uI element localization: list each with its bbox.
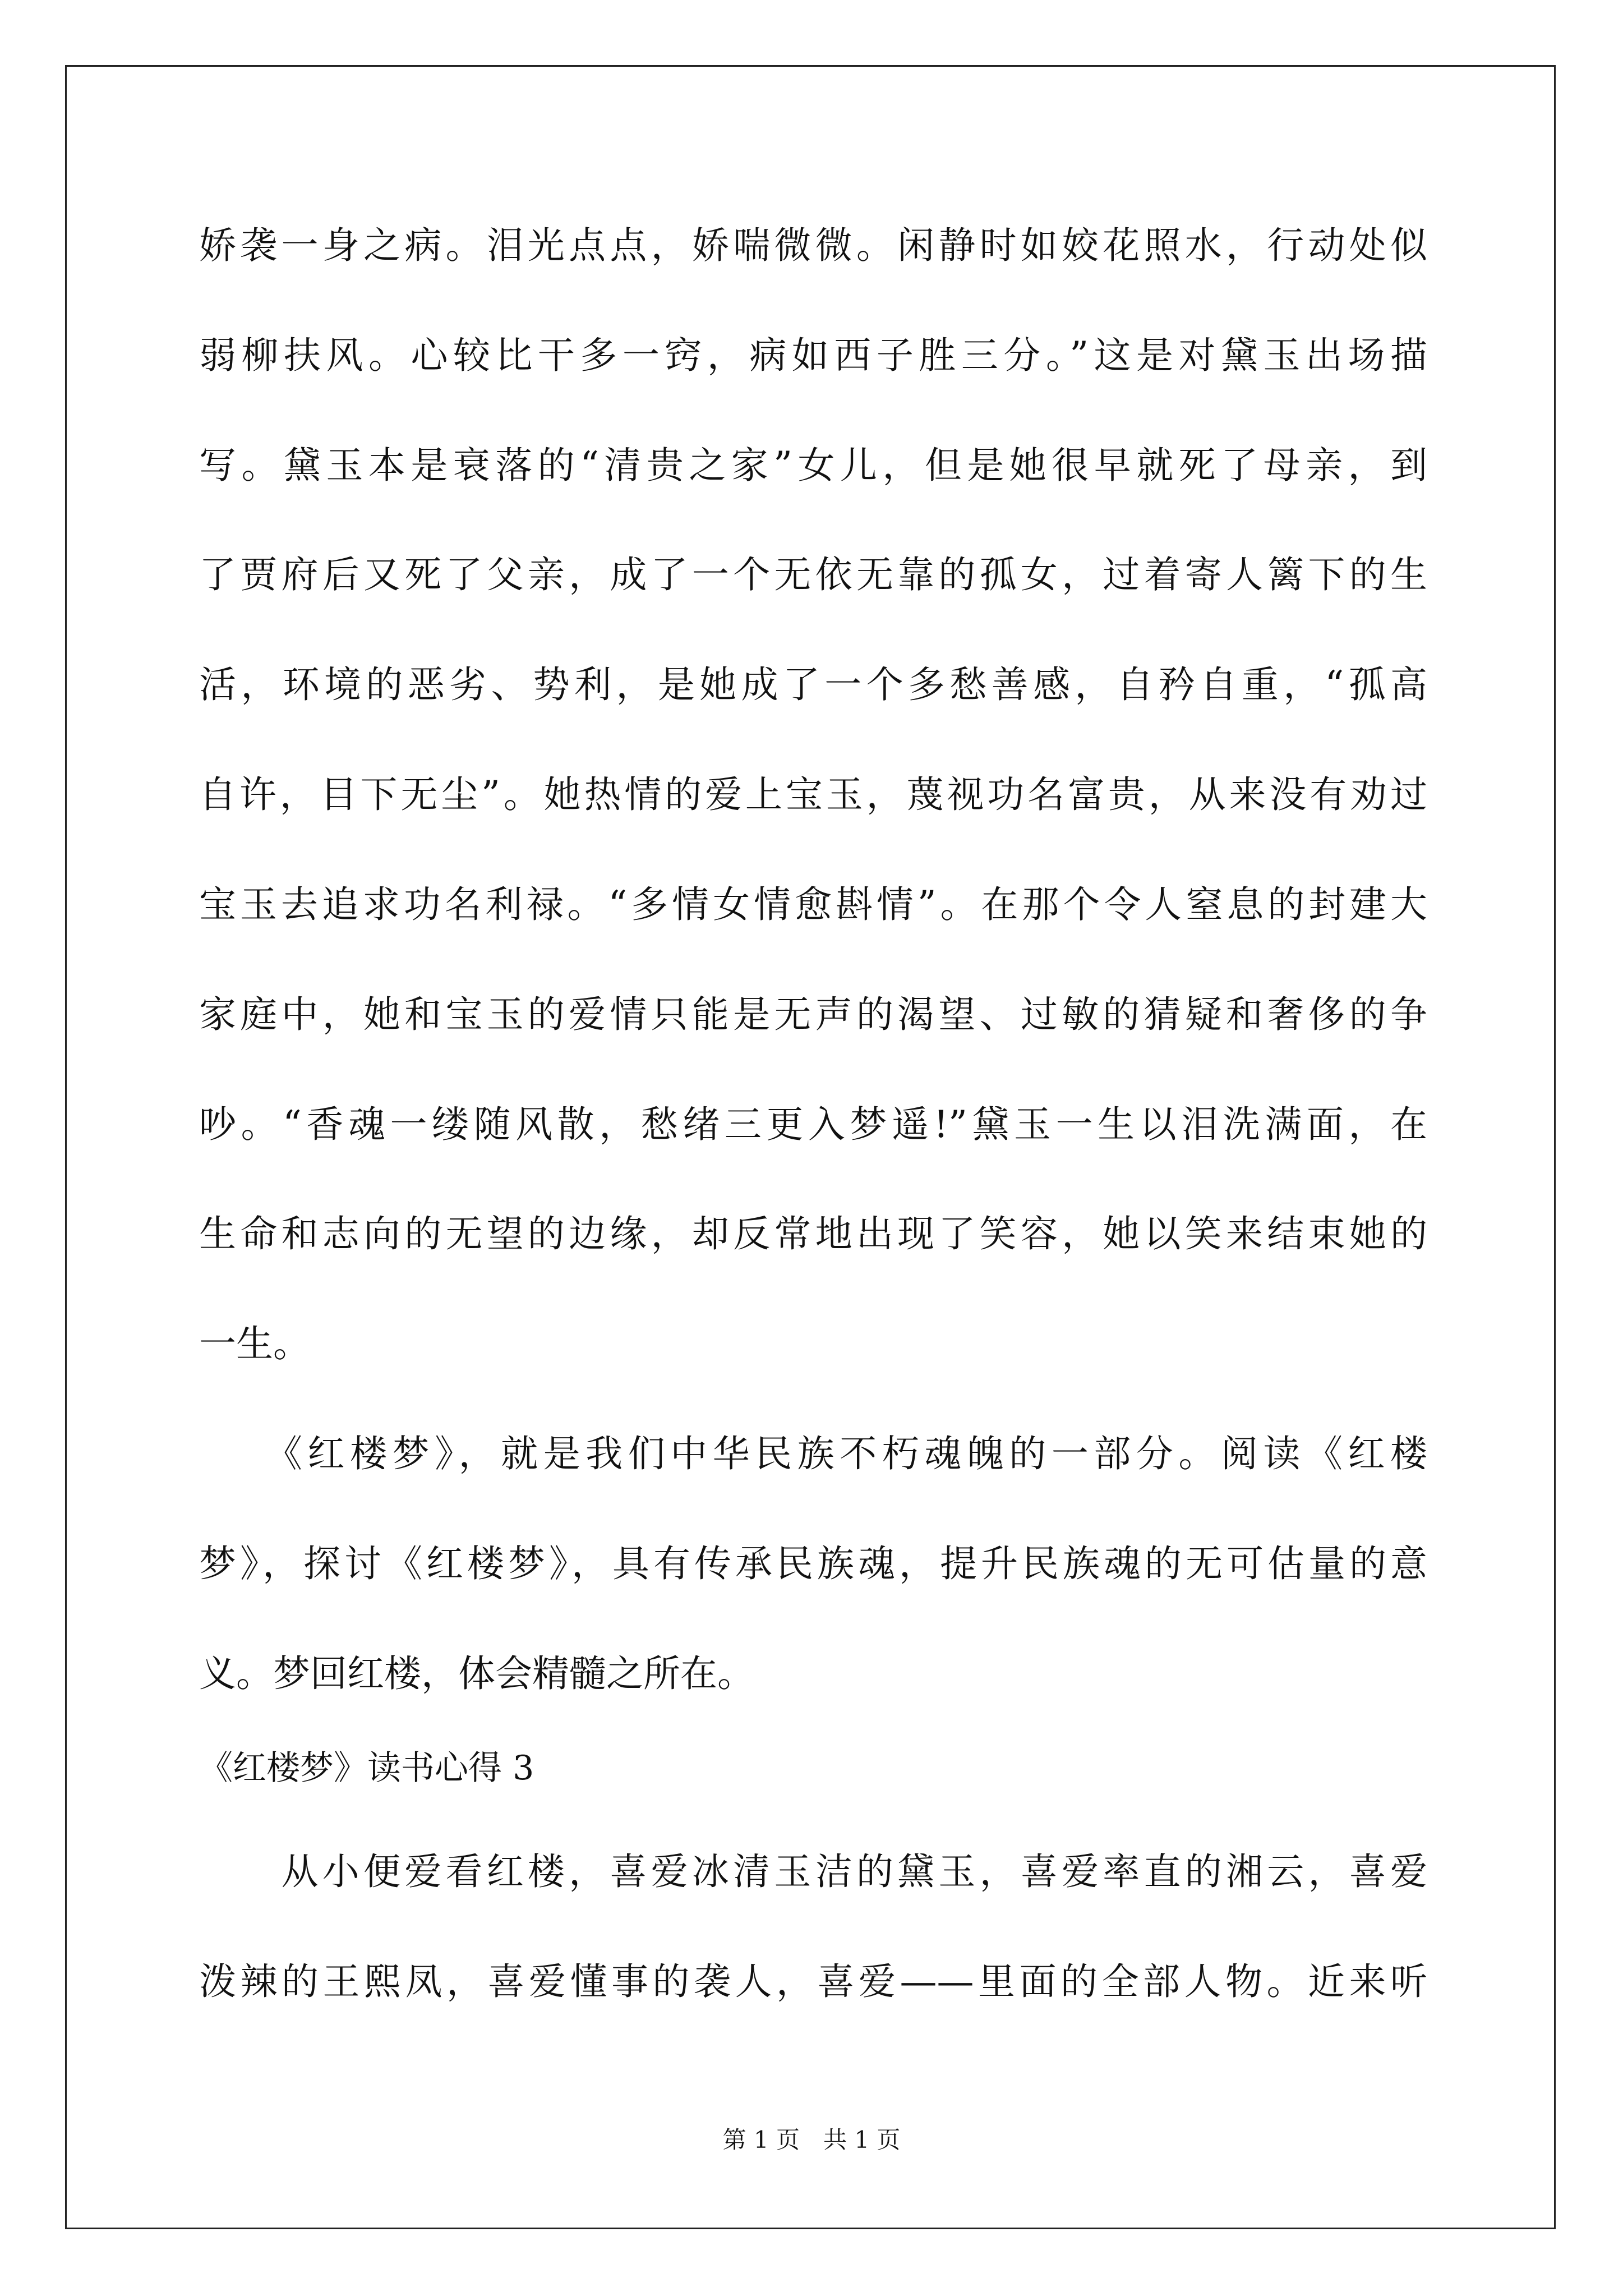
text-line: 生命和志向的无望的边缘，却反常地出现了笑容，她以笑来结束她的 [199, 1212, 1427, 1255]
text-line: 自许，目下无尘”。她热情的爱上宝玉，蔑视功名富贵，从来没有劝过 [199, 773, 1427, 816]
section-heading: 《红楼梦》读书心得 3 [199, 1749, 534, 1788]
text-line: 一生。 [199, 1322, 310, 1365]
text-line: 活，环境的恶劣、势利，是她成了一个多愁善感，自矜自重，“孤高 [199, 663, 1427, 706]
page-border [65, 65, 1556, 2229]
text-line: 泼辣的王熙凤，喜爱懂事的袭人，喜爱——里面的全部人物。近来听 [199, 1960, 1427, 2003]
text-line: 娇袭一身之病。泪光点点，娇喘微微。闲静时如姣花照水，行动处似 [199, 224, 1427, 267]
text-line: 《红楼梦》，就是我们中华民族不朽魂魄的一部分。阅读《红楼 [199, 1432, 1427, 1475]
page-footer: 第 1 页 共 1 页 [722, 2126, 901, 2154]
text-line: 从小便爱看红楼，喜爱冰清玉洁的黛玉，喜爱率直的湘云，喜爱 [199, 1850, 1427, 1893]
text-line: 义。梦回红楼，体会精髓之所在。 [199, 1652, 754, 1695]
text-line: 了贾府后又死了父亲，成了一个无依无靠的孤女，过着寄人篱下的生 [199, 553, 1427, 596]
text-line: 弱柳扶风。心较比干多一窍，病如西子胜三分。”这是对黛玉出场描 [199, 334, 1427, 377]
text-line: 写。黛玉本是衰落的“清贵之家”女儿，但是她很早就死了母亲，到 [199, 444, 1427, 487]
text-line: 吵。“香魂一缕随风散，愁绪三更入梦遥!”黛玉一生以泪洗满面，在 [199, 1103, 1427, 1146]
text-line: 宝玉去追求功名利禄。“多情女情愈斟情”。在那个令人窒息的封建大 [199, 883, 1427, 926]
text-line: 梦》，探讨《红楼梦》，具有传承民族魂，提升民族魂的无可估量的意 [199, 1542, 1427, 1585]
text-line: 家庭中，她和宝玉的爱情只能是无声的渴望、过敏的猜疑和奢侈的争 [199, 993, 1427, 1036]
